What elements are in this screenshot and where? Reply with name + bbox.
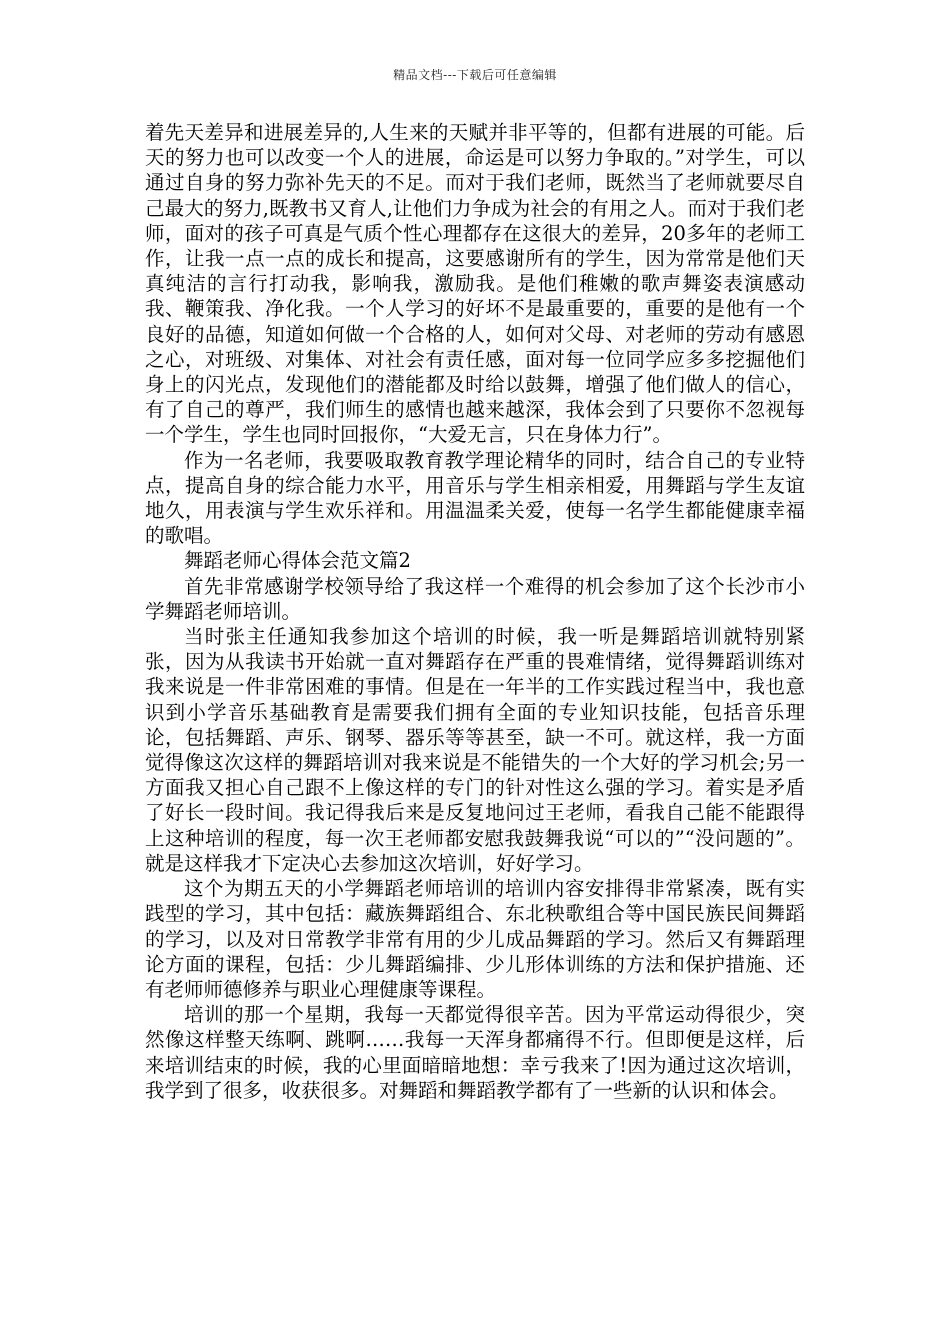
paragraph: 首先非常感谢学校领导给了我这样一个难得的机会参加了这个长沙市小学舞蹈老师培训。 — [145, 574, 805, 623]
paragraph: 作为一名老师，我要吸取教育教学理论精华的同时，结合自己的专业特点，提高自身的综合能力水平，用音乐与学生相亲相爱，用舞蹈与学生友谊地久，用表演与学生欢乐祥和。用温温柔关爱，使每一名学生都能健康幸福的歌唱。 — [145, 448, 805, 548]
page-header: 精品文档---下载后可任意编辑 — [393, 68, 557, 82]
paragraph: 培训的那一个星期，我每一天都觉得很辛苦。因为平常运动得很少，突然像这样整天练啊、跳啊……我每一天浑身都痛得不行。但即便是这样，后来培训结束的时候，我的心里面暗暗地想：幸亏我来了!因为通过这次培训，我学到了很多，收获很多。对舞蹈和舞蹈教学都有了一些新的认识和体会。 — [145, 1003, 805, 1102]
paragraph-continued: 着先天差异和进展差异的,人生来的天赋并非平等的，但都有进展的可能。后天的努力也可以改变一个人的进展，命运是可以努力争取的。”对学生，可以通过自身的努力弥补先天的不足。而对于我们老师，既然当了老师就要尽自己最大的努力,既教书又育人,让他们力争成为社会的有用之人。而对于我们老师，面对的孩子可真是气质个性心理都存在这很大的差异，20多年的老师工作，让我一点一点的成长和提高，这要感谢所有的学生，因为常常是他们天真纯洁的言行打动我，影响我，激励我。是他们稚嫩的歌声舞姿表演感动我、鞭策我、净化我。一个人学习的好坏不是最重要的，重要的是他有一个良好的品德，知道如何做一个合格的人，如何对父母、对老师的劳动有感恩之心，对班级、对集体、对社会有责任感，面对每一位同学应多多挖掘他们身上的闪光点，发现他们的潜能都及时给以鼓舞，增强了他们做人的信心，有了自己的尊严，我们师生的感情也越来越深，我体会到了只要你不忽视每一个学生，学生也同时回报你，“大爱无言，只在身体力行”。 — [145, 121, 805, 447]
paragraph: 当时张主任通知我参加这个培训的时候，我一听是舞蹈培训就特别紧张，因为从我读书开始就一直对舞蹈存在严重的畏难情绪，觉得舞蹈训练对我来说是一件非常困难的事情。但是在一年半的工作实践过程当中，我也意识到小学音乐基础教育是需要我们拥有全面的专业知识技能，包括音乐理论，包括舞蹈、声乐、钢琴、器乐等等甚至，缺一不可。就这样，我一方面觉得像这次这样的舞蹈培训对我来说是不能错失的一个大好的学习机会;另一方面我又担心自己跟不上像这样的专门的针对性这么强的学习。着实是矛盾了好长一段时间。我记得我后来是反复地问过王老师，看我自己能不能跟得上这种培训的程度，每一次王老师都安慰我鼓舞我说“可以的”“没问题的”。就是这样我才下定决心去参加这次培训，好好学习。 — [145, 625, 805, 875]
paragraph: 这个为期五天的小学舞蹈老师培训的培训内容安排得非常紧凑，既有实践型的学习，其中包括：藏族舞蹈组合、东北秧歌组合等中国民族民间舞蹈的学习，以及对日常教学非常有用的少儿成品舞蹈的学习。然后又有舞蹈理论方面的课程，包括：少儿舞蹈编排、少儿形体训练的方法和保护措施、还有老师师德修养与职业心理健康等课程。 — [145, 877, 805, 1001]
section-heading: 舞蹈老师心得体会范文篇2 — [184, 549, 411, 573]
document-body — [145, 120, 805, 1103]
